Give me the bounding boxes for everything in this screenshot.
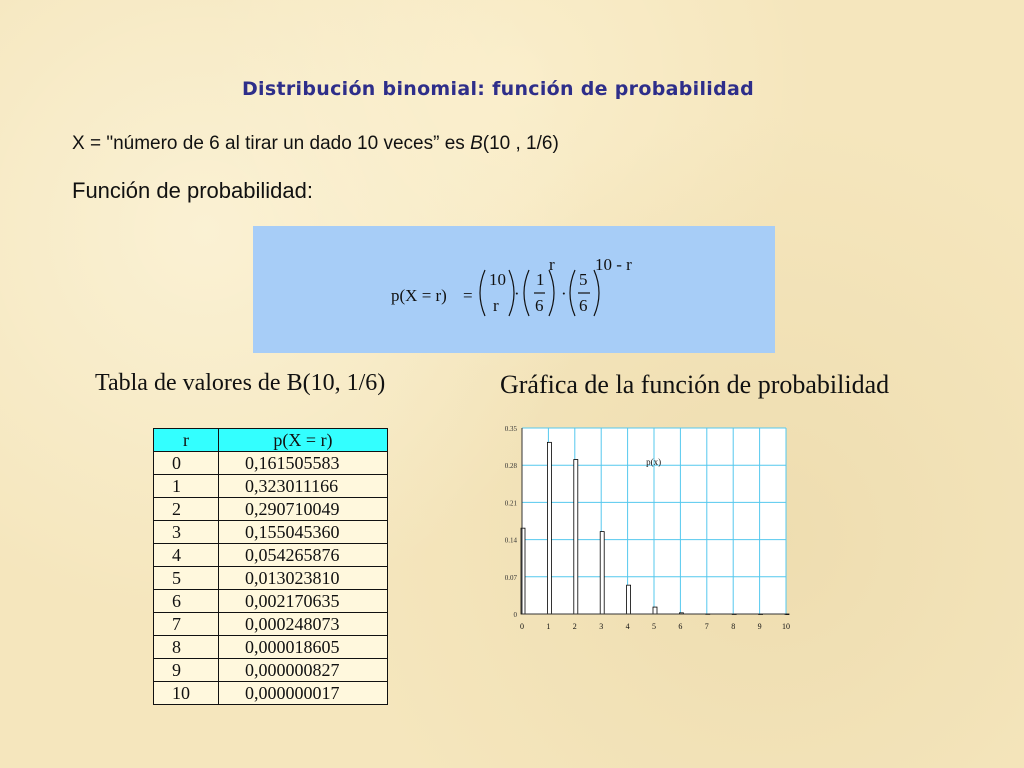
x-tick-label: 0: [520, 622, 524, 631]
bar: [627, 585, 631, 614]
cell-r: 4: [154, 544, 219, 567]
table-row: [154, 452, 388, 475]
binom-bottom: r: [493, 296, 499, 315]
cell-r: 3: [154, 521, 219, 544]
subtitle: [72, 133, 559, 155]
x-tick-label: 1: [546, 622, 551, 631]
table-body: [154, 452, 388, 705]
table-row: [154, 567, 388, 590]
header-p: p(X = r): [219, 429, 388, 452]
cell-p: 0,000018605: [219, 636, 388, 659]
bar: [600, 532, 604, 614]
x-tick-label: 6: [678, 622, 683, 631]
table-row: [154, 475, 388, 498]
y-tick-label: 0.21: [504, 499, 517, 508]
subtitle-italic: B: [470, 133, 483, 154]
cell-r: 9: [154, 659, 219, 682]
subtitle-prefix: X = "número de 6 al tirar un dado 10 veces” es: [72, 133, 471, 154]
cell-p: 0,290710049: [219, 498, 388, 521]
table-row: [154, 498, 388, 521]
cell-p: 0,155045360: [219, 521, 388, 544]
cell-p: 0,000000017: [219, 682, 388, 705]
formula-dot-1: ·: [514, 284, 520, 303]
subtitle-suffix: (10 , 1/6): [482, 133, 559, 154]
x-tick-label: 4: [625, 622, 630, 631]
table-row: [154, 521, 388, 544]
x-tick-label: 10: [782, 622, 790, 631]
cell-r: 2: [154, 498, 219, 521]
formula-box: [253, 226, 775, 353]
table-title: Tabla de valores de B(10, 1/6): [95, 370, 386, 396]
table-row: [154, 613, 388, 636]
table-header-row: [154, 429, 388, 452]
y-tick-label: 0.28: [504, 462, 517, 471]
x-tick-label: 5: [652, 622, 656, 631]
cell-r: 7: [154, 613, 219, 636]
y-tick-label: 0.07: [504, 573, 517, 582]
cell-r: 1: [154, 475, 219, 498]
cell-r: 5: [154, 567, 219, 590]
x-tick-label: 8: [731, 622, 736, 631]
frac1-den: 6: [535, 296, 544, 315]
table-row: [154, 636, 388, 659]
formula-equals: =: [463, 286, 473, 305]
frac1-num: 1: [536, 270, 545, 289]
table-row: [154, 682, 388, 705]
x-tick-label: 9: [757, 622, 762, 631]
exp1: r: [549, 255, 555, 274]
function-label: Función de probabilidad:: [72, 178, 313, 203]
chart-title: Gráfica de la función de probabilidad: [500, 370, 890, 399]
legend-label: p(x): [646, 457, 662, 468]
bar: [547, 442, 551, 614]
bar: [653, 607, 657, 614]
frac2-den: 6: [579, 296, 588, 315]
probability-chart: [490, 418, 800, 643]
values-table: [153, 428, 388, 705]
table-row: [154, 544, 388, 567]
x-tick-label: 3: [599, 622, 604, 631]
binom-top: 10: [489, 270, 506, 289]
table-row: [154, 659, 388, 682]
y-tick-label: 0: [513, 611, 517, 619]
y-tick-label: 0.35: [504, 425, 517, 433]
cell-p: 0,000000827: [219, 659, 388, 682]
table-row: [154, 590, 388, 613]
bar: [574, 460, 578, 614]
cell-r: 6: [154, 590, 219, 613]
formula-lhs: p(X = r): [391, 286, 447, 305]
x-tick-label: 7: [704, 622, 709, 631]
cell-p: 0,054265876: [219, 544, 388, 567]
cell-r: 8: [154, 636, 219, 659]
cell-p: 0,000248073: [219, 613, 388, 636]
cell-p: 0,323011166: [219, 475, 388, 498]
cell-p: 0,002170635: [219, 590, 388, 613]
frac2-num: 5: [579, 270, 588, 289]
x-tick-label: 2: [572, 622, 577, 631]
page-title: Distribución binomial: función de probabilidad: [241, 78, 754, 100]
cell-p: 0,161505583: [219, 452, 388, 475]
header-r: r: [154, 429, 219, 452]
cell-r: 0: [154, 452, 219, 475]
y-tick-label: 0.14: [504, 536, 517, 545]
exp2: 10 - r: [595, 255, 632, 274]
formula-dot-2: ·: [561, 284, 567, 303]
cell-r: 10: [154, 682, 219, 705]
cell-p: 0,013023810: [219, 567, 388, 590]
